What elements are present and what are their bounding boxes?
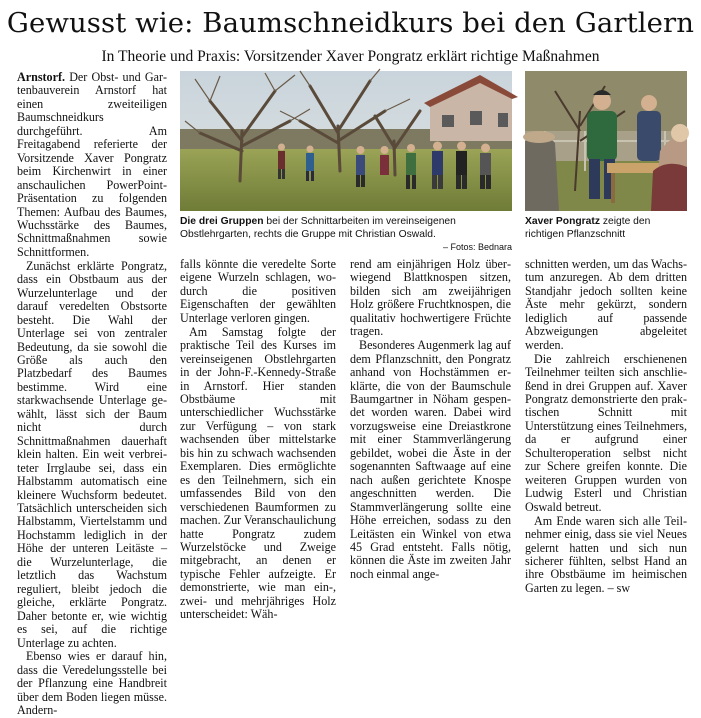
dateline: Arnstorf. <box>17 70 66 84</box>
pongratz-demonstration-photo <box>525 71 687 211</box>
caption-lead: Xaver Pongratz <box>525 216 600 227</box>
paragraph-text: Der Obst- und Gartenbauverein Arnstorf hat einen zweiteiligen Baumschneidkurs durchgeführt. Am Freitagabend referierte der Vorsitzende Xaver Pongratz beim Kirchenwirt in einer anschaulichen PowerPoint-Präsentation zu folgenden Themen: Aufbau des Baumes, Wuchsstärke des Baumes, Schnittmaßnahmen sowie Schnittformen. <box>17 70 167 259</box>
paragraph: Zunächst erklärte Pongratz, dass ein Obstbaum aus der Wurzelunterlage und der darauf veredelten Obstsorte besteht. Die Wahl der Unterlage sei von zentraler Bedeutung, da sie sowohl die Größe als auch den Platzbedarf des Baumes bestimme. Wird eine starkwachsende Unterlage gewählt, lässt sich der Baum nicht durch Schnittmaßnahmen dauerhaft klein halten. Ein weit verbreiteter Irrglaube sei, dass ein Halbstamm automatisch eine kleinere Wuchsform bedeutet. Tatsächlich unterscheiden sich Halbstamm, Viertelstamm und Hochstamm lediglich in der Höhe der unteren Leitäste – die Wurzelunterlage, die letztlich das Wachstum reguliert, bleibt jedoch die gleiche, erklärte Pongratz. Daher betonte er, wie wichtig es sei, auf die richtige Unterlage zu achten. <box>17 258 167 650</box>
photo-caption-pongratz <box>525 215 687 241</box>
article-column-3 <box>350 257 511 581</box>
paragraph: Ebenso wies er darauf hin, dass die Veredelungsstelle bei der Pflanzung eine Handbreit über dem Boden liegen müsse. Andern- <box>17 649 167 718</box>
paragraph: schnitten werden, um das Wachstum anzuregen. Ab dem dritten Standjahr jedoch sollten keine Äste mehr gekürzt, sondern lediglich auf passende Abzweigungen abgeleitet werden. <box>525 257 687 352</box>
photo-credit: – Fotos: Bednara <box>442 242 512 252</box>
paragraph: Die zahlreich erschienenen Teilnehmer teilten sich anschließend in drei Gruppen auf. Xaver Pongratz demonstrierte den praktischen Schnitt mit Unterstützung eines Teilnehmers, da er aufgrund einer Schulteroperation selbst nicht zur Schere greifen konnte. Die weiteren Gruppen wurden von Ludwig Esterl und Christian Oswald betreut. <box>525 351 687 514</box>
caption-lead: Die drei Gruppen <box>180 216 264 227</box>
headline: Gewusst wie: Baumschneidkurs bei den Gartlern <box>6 7 695 39</box>
paragraph: Am Ende waren sich alle Teilnehmer einig, dass sie viel Neues gelernt hatten und sich nun sicherer fühlten, selbst Hand an ihre Obstbäume im heimischen Garten zu legen. – sw <box>525 513 687 595</box>
paragraph: Besonderes Augenmerk lag auf dem Pflanzschnitt, den Pongratz anhand von Hochstämmen erklärte, die von der Baumschule Baumgartner in Nöham gespendet worden waren. Dabei wird vorzugsweise eine Dreiastkrone mit einer Stammverlängerung gebildet, wobei die Äste in der sogenannten Saftwaage auf eine nach außen gerichtete Knospe angeschnitten werden. Die Stammverlängerung sollte eine Höhe erreichen, sodass zu den Leitästen ein Winkel von etwa 45 Grad entsteht. Falls nötig, können die Äste im zweiten Jahr noch einmal ange- <box>350 338 511 581</box>
orchard-groups-photo <box>180 71 512 211</box>
article-column-4 <box>525 257 687 595</box>
caption-text: bei der Schnittarbeiten im vereinseigenen Obstlehrgarten, rechts die Gruppe mit Christian Oswald. <box>180 216 456 240</box>
paragraph: falls könnte die veredelte Sorte eigene Wurzeln schlagen, wodurch die positiven Eigenschaften der gewählten Unterlage verloren gingen. <box>180 257 336 325</box>
paragraph <box>17 71 167 259</box>
paragraph: rend am einjährigen Holz überwiegend Blattknospen sitzen, bilden sich am zweijährigen Holz größere Fruchtknospen, die qualitativ hochwertigere Früchte tragen. <box>350 257 511 339</box>
article-column-1 <box>17 70 167 718</box>
article-column-2 <box>180 257 336 622</box>
paragraph: Am Samstag folgte der praktische Teil des Kurses im vereinseigenen Obstlehrgarten in der John-F.-Kennedy-Straße in Arnstorf. Hier standen Obstbäume mit unterschiedlicher Wuchsstärke zur Verfügung – von stark wachsenden über mittelstarke bis hin zu schwach wachsenden Exemplaren. Dies ermöglichte es den Teilnehmern, sich ein umfassendes Bild von den verschiedenen Baumformen zu machen. Zur Veranschaulichung hatte Pongratz zudem Wurzelstöcke und Zweige mitgebracht, an denen er typische Fehler aufzeigte. Er demonstrierte, wie man ein-, zwei- und mehrjähriges Holz unterscheidet: Wäh- <box>180 324 336 622</box>
photo-caption-groups <box>180 215 512 254</box>
subheadline: In Theorie und Praxis: Vorsitzender Xaver Pongratz erklärt richtige Maßnahmen <box>101 48 600 65</box>
caption-text: zeigte den richtigen Pflanzschnitt <box>525 216 651 240</box>
